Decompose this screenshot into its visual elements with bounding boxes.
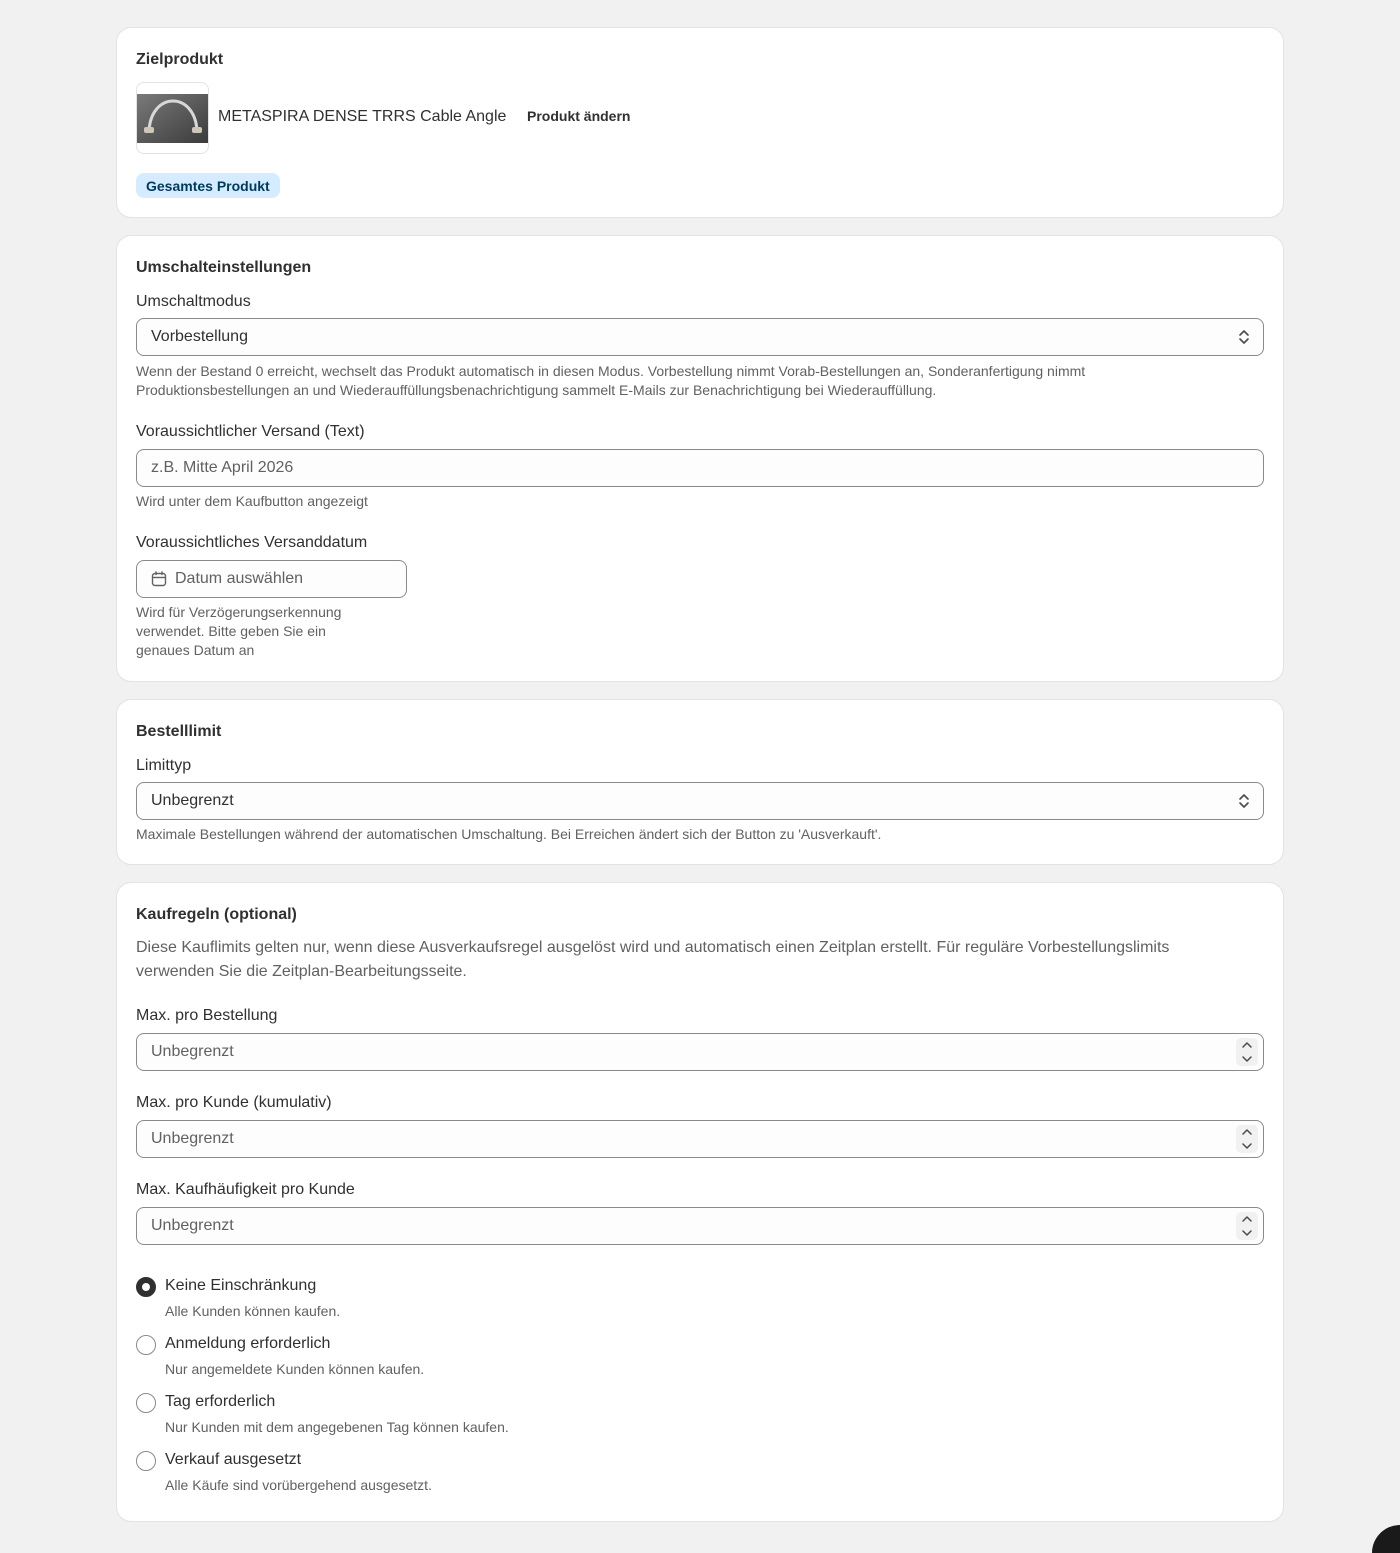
shipping-date-help-2: verwendet. Bitte geben Sie ein (136, 623, 326, 639)
shipping-text-help: Wird unter dem Kaufbutton angezeigt (136, 493, 368, 509)
max-per-customer-input[interactable] (136, 1120, 1264, 1158)
max-frequency-input[interactable] (136, 1207, 1264, 1245)
product-thumbnail (136, 82, 209, 154)
radio-option-help: Alle Kunden können kaufen. (165, 1303, 341, 1319)
limit-type-value: Unbegrenzt (151, 792, 234, 809)
purchase-rules-title: Kaufregeln (optional) (136, 906, 297, 923)
radio-option-help: Alle Käufe sind vorübergehend ausgesetzt. (165, 1477, 432, 1493)
purchase-rules-intro-2: verwenden Sie die Zeitplan-Bearbeitungsseite. (136, 963, 467, 980)
radio-option-label: Anmeldung erforderlich (165, 1335, 331, 1352)
number-stepper[interactable] (1236, 1212, 1258, 1240)
change-product-button[interactable]: Produkt ändern (527, 108, 631, 124)
switch-mode-label: Umschaltmodus (136, 293, 251, 310)
order-limit-title: Bestelllimit (136, 723, 222, 740)
limit-type-help: Maximale Bestellungen während der automatischen Umschaltung. Bei Erreichen ändert sich der Button zu 'Ausverkauft'. (136, 826, 882, 842)
radio-option-help: Nur Kunden mit dem angegebenen Tag können kaufen. (165, 1419, 509, 1435)
purchase-rules-intro-1: Diese Kauflimits gelten nur, wenn diese Ausverkaufsregel ausgelöst wird und automatisch einen Zeitplan erstellt. Für reguläre Vorbestellungslimits (136, 939, 1170, 956)
window-corner (1372, 1525, 1400, 1553)
max-per-order-placeholder: Unbegrenzt (151, 1043, 234, 1060)
max-per-customer-placeholder: Unbegrenzt (151, 1130, 234, 1147)
limit-type-select[interactable] (136, 782, 1264, 820)
shipping-text-label: Voraussichtlicher Versand (Text) (136, 423, 365, 440)
shipping-date-label: Voraussichtliches Versanddatum (136, 534, 368, 551)
shipping-date-help-3: genaues Datum an (136, 642, 255, 658)
number-stepper[interactable] (1236, 1125, 1258, 1153)
radio-option-label: Keine Einschränkung (165, 1277, 317, 1294)
max-per-order-label: Max. pro Bestellung (136, 1007, 278, 1024)
whole-product-badge: Gesamtes Produkt (136, 173, 280, 198)
radio-option-label: Verkauf ausgesetzt (165, 1451, 302, 1468)
radio-button[interactable] (136, 1393, 156, 1413)
number-stepper[interactable] (1236, 1038, 1258, 1066)
radio-option-label: Tag erforderlich (165, 1393, 276, 1410)
max-per-order-input[interactable] (136, 1033, 1264, 1071)
calendar-icon (151, 571, 167, 587)
target-product-card (117, 28, 1283, 217)
max-frequency-placeholder: Unbegrenzt (151, 1217, 234, 1234)
shipping-text-input[interactable] (136, 449, 1264, 487)
order-limit-card (117, 700, 1283, 864)
switch-mode-help-2: Produktionsbestellungen an und Wiederauffüllungsbenachrichtigung sammelt E-Mails zur Benachrichtigung bei Wiederauffüllung. (136, 382, 937, 398)
radio-button[interactable] (136, 1335, 156, 1355)
radio-option-help: Nur angemeldete Kunden können kaufen. (165, 1361, 425, 1377)
switch-mode-value: Vorbestellung (151, 328, 248, 345)
shipping-date-placeholder: Datum auswählen (175, 570, 304, 587)
stepper-arrows-icon (1236, 1038, 1258, 1066)
radio-button-checked[interactable] (136, 1277, 156, 1297)
purchase-rules-card (117, 883, 1283, 1521)
switch-mode-select[interactable] (136, 318, 1264, 356)
stepper-arrows-icon (1236, 1212, 1258, 1240)
select-chevrons-icon (1237, 328, 1251, 346)
target-product-title: Zielprodukt (136, 51, 224, 68)
shipping-text-placeholder: z.B. Mitte April 2026 (151, 459, 294, 476)
shipping-date-picker[interactable] (136, 560, 407, 598)
max-per-customer-label: Max. pro Kunde (kumulativ) (136, 1094, 332, 1111)
product-name: METASPIRA DENSE TRRS Cable Angle (218, 108, 507, 125)
shipping-date-help-1: Wird für Verzögerungserkennung (136, 604, 342, 620)
max-frequency-label: Max. Kaufhäufigkeit pro Kunde (136, 1181, 355, 1198)
limit-type-label: Limittyp (136, 757, 192, 774)
switch-mode-help-1: Wenn der Bestand 0 erreicht, wechselt das Produkt automatisch in diesen Modus. Vorbestellung nimmt Vorab-Bestellungen an, Sonderanfertigung nimmt (136, 363, 1086, 379)
select-chevrons-icon (1237, 792, 1251, 810)
switch-settings-title: Umschalteinstellungen (136, 259, 312, 276)
radio-button[interactable] (136, 1451, 156, 1471)
switch-settings-card (117, 236, 1283, 681)
stepper-arrows-icon (1236, 1125, 1258, 1153)
